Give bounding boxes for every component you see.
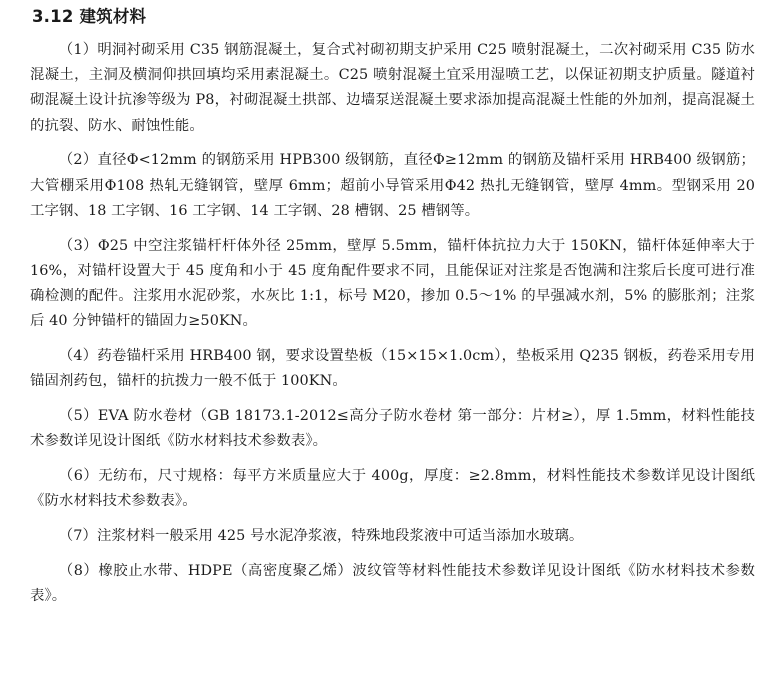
paragraph-6: （6）无纺布，尺寸规格：每平方米质量应大于 400g，厚度：≥2.8mm，材料性能技术参数详见设计图纸《防水材料技术参数表》。 bbox=[30, 468, 755, 510]
section-title: 3.12 建筑材料 bbox=[32, 7, 147, 26]
paragraph-7: （7）注浆材料一般采用 425 号水泥净浆液，特殊地段浆液中可适当添加水玻璃。 bbox=[58, 528, 584, 545]
paragraph-8: （8）橡胶止水带、HDPE（高密度聚乙烯）波纹管等材料性能技术参数详见设计图纸《防水材料技术参数表》。 bbox=[30, 562, 755, 605]
paragraph-3: （3）Φ25 中空注浆锚杆杆体外径 25mm，壁厚 5.5mm，锚杆体抗拉力大于 150KN，锚杆体延伸率大于 16%，对锚杆设置大于 45 度角和小于 45 度角配件要求不同，且能保证对注浆是否饱满和注浆后长度可进行准确检测的配件。注浆用水泥砂浆，水灰比 1:1，标号 M20，掺加 0.5～1% 的早强减水剂，5% 的膨胀剂；注浆后 40 分钟锚杆的锚固力≥50KN。 bbox=[30, 237, 755, 330]
paragraph-4: （4）药卷锚杆采用 HRB400 钢，要求设置垫板（15×15×1.0cm），垫板采用 Q235 钢板，药卷采用专用锚固剂药包，锚杆的抗拨力一般不低于 100KN。 bbox=[30, 348, 755, 390]
paragraph-2: （2）直径Φ<12mm 的钢筋采用 HPB300 级钢筋，直径Φ≥12mm 的钢筋及锚杆采用 HRB400 级钢筋；大管棚采用Φ108 热轧无缝钢管，壁厚 6mm；超前小导管采用Φ42 热扎无缝钢管，壁厚 4mm。型钢采用 20 工字钢、18 工字钢、16 工字钢、14 工字钢、28 槽钢、25 槽钢等。 bbox=[30, 152, 755, 219]
paragraph-5: （5）EVA 防水卷材（GB 18173.1-2012≤高分子防水卷材 第一部分：片材≥），厚 1.5mm，材料性能技术参数详见设计图纸《防水材料技术参数表》。 bbox=[30, 408, 755, 450]
paragraph-1: （1）明洞衬砌采用 C35 钢筋混凝土，复合式衬砌初期支护采用 C25 喷射混凝土，二次衬砌采用 C35 防水混凝土，主洞及横洞仰拱回填均采用素混凝土。C25 喷射混凝土宜采用湿喷工艺，以保证初期支护质量。隧道衬砌混凝土设计抗渗等级为 P8，衬砌混凝土拱部、边墙泵送混凝土要求添加提高混凝土性能的外加剂，提高混凝土的抗裂、防水、耐蚀性能。 bbox=[30, 42, 755, 134]
